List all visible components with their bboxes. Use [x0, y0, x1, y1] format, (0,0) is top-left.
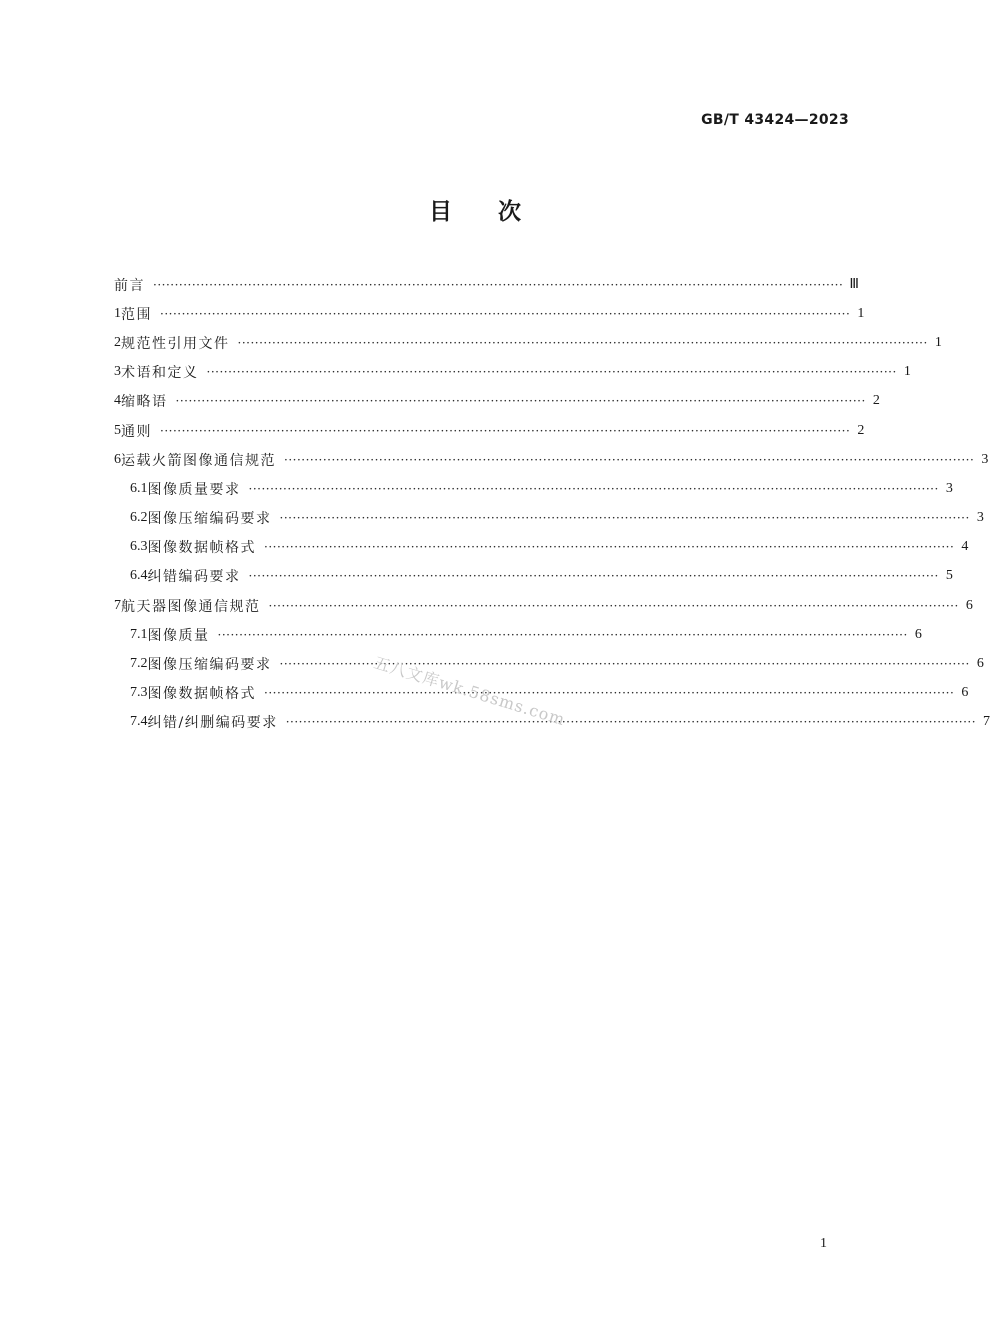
toc-dot-leader: ································································································································································: [153, 277, 844, 292]
toc-entry-label: 图像质量: [147, 627, 210, 644]
toc-entry[interactable]: [114, 591, 973, 620]
toc-dot-leader: ································································································································································: [248, 569, 939, 584]
toc-entry-page: 3: [981, 451, 989, 467]
toc-entry-label: 图像压缩编码要求: [147, 657, 272, 674]
toc-entry-page: 6: [965, 597, 973, 613]
toc-entry-label: 图像数据帧格式: [147, 686, 256, 703]
toc-entry-number: 7.4: [130, 714, 148, 730]
toc-dot-leader: ································································································································································: [160, 306, 851, 321]
toc-entry-label: 通则: [121, 423, 152, 440]
toc-dot-leader: ································································································································································: [268, 598, 959, 613]
page-number: 1: [820, 1236, 827, 1251]
standard-number: GB/T 43424—2023: [701, 112, 849, 128]
toc-entry-page: 6: [914, 626, 922, 642]
toc-entry-page: 6: [961, 685, 969, 701]
toc-entry-number: 4: [114, 393, 121, 409]
toc-entry-number: 3: [114, 364, 121, 380]
toc-dot-leader: ································································································································································: [175, 394, 866, 409]
toc-entry-page: 4: [961, 539, 969, 555]
watermark: 五八文库wk.58sms.com: [371, 652, 568, 730]
toc-entry-label: 纠错编码要求: [147, 569, 241, 586]
toc-entry-page: 1: [903, 364, 911, 380]
toc-entry-label: 术语和定义: [121, 365, 199, 382]
toc-entry-number: 7.1: [130, 626, 148, 642]
toc-dot-leader: ································································································································································: [285, 715, 977, 730]
toc-entry-number: 6.4: [130, 568, 148, 584]
toc-entry[interactable]: [114, 328, 942, 357]
toc-entry-page: 2: [872, 393, 880, 409]
toc-entry-number: 6.1: [130, 480, 148, 496]
toc-entry-page: 3: [976, 510, 984, 526]
toc-entry[interactable]: [114, 620, 922, 649]
toc-entry[interactable]: [114, 358, 911, 387]
toc-entry-label: 规范性引用文件: [121, 335, 230, 352]
toc-dot-leader: ································································································································································: [206, 365, 897, 380]
toc-entry-page: 1: [934, 334, 942, 350]
toc-entry[interactable]: [114, 649, 984, 678]
toc-entry-number: 7.3: [130, 685, 148, 701]
toc-dot-leader: ································································································································································: [248, 481, 939, 496]
toc-entry[interactable]: [114, 445, 989, 474]
toc-dot-leader: ································································································································································: [284, 452, 975, 467]
toc-entry-page: Ⅲ: [849, 277, 859, 293]
toc-entry-label: 范围: [121, 306, 152, 323]
toc-entry[interactable]: [114, 416, 865, 445]
toc-dot-leader: ································································································································································: [237, 335, 928, 350]
toc-entry-number: 6.2: [130, 510, 148, 526]
toc-entry-label: 运载火箭图像通信规范: [121, 452, 276, 469]
toc-entry-label: 图像数据帧格式: [147, 540, 256, 557]
toc-dot-leader: ································································································································································: [264, 540, 955, 555]
toc-entry-number: 6: [114, 451, 121, 467]
table-of-contents: [114, 270, 990, 737]
toc-entry[interactable]: [114, 562, 953, 591]
toc-entry-label: 图像压缩编码要求: [147, 511, 272, 528]
toc-entry[interactable]: [114, 270, 859, 299]
toc-entry-page: 7: [983, 714, 990, 730]
toc-entry-page: 6: [976, 656, 984, 672]
toc-dot-leader: ································································································································································: [217, 627, 908, 642]
toc-entry-number: 7: [114, 597, 121, 613]
toc-entry[interactable]: [114, 533, 969, 562]
toc-dot-leader: ································································································································································: [264, 686, 955, 701]
toc-entry-number: 2: [114, 334, 121, 350]
toc-entry[interactable]: [114, 504, 984, 533]
toc-entry[interactable]: [114, 474, 953, 503]
toc-entry-number: 5: [114, 422, 121, 438]
toc-entry[interactable]: [114, 708, 990, 737]
toc-entry-number: 7.2: [130, 656, 148, 672]
toc-entry-label: 纠错/纠删编码要求: [147, 715, 278, 732]
page-title: 目次: [429, 199, 567, 225]
toc-entry-page: 3: [945, 480, 953, 496]
toc-entry[interactable]: [114, 299, 865, 328]
toc-dot-leader: ································································································································································: [279, 511, 970, 526]
toc-entry-page: 2: [857, 422, 865, 438]
toc-entry-number: 1: [114, 305, 121, 321]
toc-dot-leader: ································································································································································: [279, 657, 970, 672]
toc-entry-label: 前言: [114, 277, 145, 294]
toc-entry-number: 6.3: [130, 539, 148, 555]
toc-entry-label: 缩略语: [121, 394, 168, 411]
toc-entry-label: 图像质量要求: [147, 481, 241, 498]
toc-entry[interactable]: [114, 387, 880, 416]
toc-entry-page: 1: [857, 305, 865, 321]
toc-entry-label: 航天器图像通信规范: [121, 598, 261, 615]
toc-dot-leader: ································································································································································: [160, 423, 851, 438]
toc-entry-page: 5: [945, 568, 953, 584]
